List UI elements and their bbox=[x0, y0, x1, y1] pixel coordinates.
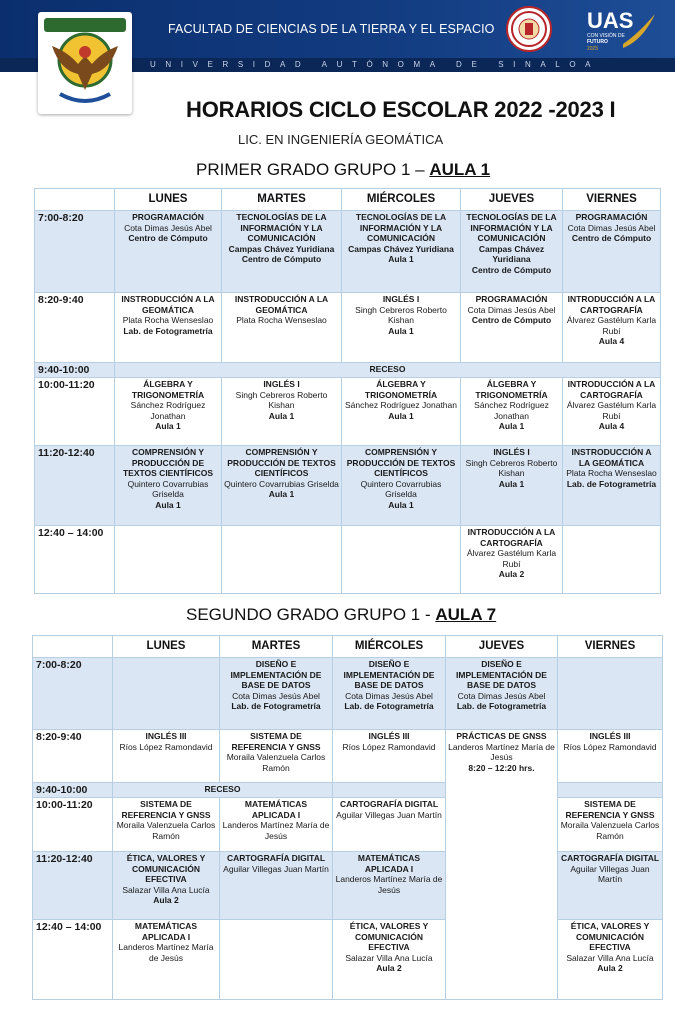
break-cell-filler bbox=[558, 783, 663, 798]
class-cell bbox=[113, 852, 220, 920]
table-row bbox=[35, 293, 661, 363]
class-cell bbox=[115, 526, 222, 594]
room: Lab. de Fotogrametría bbox=[123, 325, 213, 336]
teacher: Álvarez Gastélum Karla Rubí bbox=[566, 400, 657, 421]
teacher: Ríos López Ramondavid bbox=[563, 741, 657, 752]
teacher: Salazar Villa Ana Lucía bbox=[122, 884, 210, 895]
subject: PROGRAMACIÓN bbox=[475, 294, 548, 304]
subject: ÉTICA, VALORES Y COMUNICACIÓN EFECTIVA bbox=[126, 853, 206, 884]
subject: PROGRAMACIÓN bbox=[575, 212, 648, 222]
table-row bbox=[35, 378, 661, 446]
time-slot: 9:40-10:00 bbox=[35, 363, 115, 378]
subject: PROGRAMACIÓN bbox=[132, 212, 204, 222]
day-header: MARTES bbox=[220, 636, 333, 658]
class-cell bbox=[558, 852, 663, 920]
teacher: Campas Chávez Yuridiana bbox=[348, 243, 454, 254]
time-slot: 11:20-12:40 bbox=[33, 852, 113, 920]
uas-logo-slogan-2: FUTURO bbox=[587, 39, 608, 45]
class-cell bbox=[113, 798, 220, 852]
teacher: Plata Rocha Wenseslao bbox=[236, 315, 327, 325]
university-seal bbox=[506, 6, 552, 52]
uas-logo-mark bbox=[583, 4, 657, 54]
time-slot: 12:40 – 14:00 bbox=[33, 920, 113, 1000]
subject: SISTEMA DE REFERENCIA Y GNSS bbox=[565, 799, 655, 820]
class-cell bbox=[333, 658, 446, 730]
subject: TECNOLOGÍAS DE LA INFORMACIÓN Y LA COMUNICACIÓN bbox=[466, 212, 557, 243]
subject: COMPRENSIÓN Y PRODUCCIÓN DE TEXTOS CIENTÍFICOS bbox=[122, 447, 214, 478]
table-row bbox=[35, 363, 661, 378]
time-slot: 10:00-11:20 bbox=[33, 798, 113, 852]
subject: CARTOGRAFÍA DIGITAL bbox=[560, 853, 660, 863]
subject: INGLÉS I bbox=[263, 379, 300, 389]
class-cell bbox=[113, 920, 220, 1000]
subject: MATEMÁTICAS APLICADA I bbox=[134, 921, 198, 942]
teacher: Aguilar Villegas Juan Martín bbox=[336, 809, 442, 820]
room: Aula 1 bbox=[388, 325, 414, 336]
teacher: Landeros Martínez María de Jesús bbox=[448, 741, 555, 762]
subject: INGLÉS I bbox=[382, 294, 420, 304]
teacher: Sánchez Rodríguez Jonathan bbox=[345, 400, 457, 410]
faculty-logo bbox=[38, 12, 132, 114]
class-cell bbox=[333, 798, 446, 852]
class-cell bbox=[220, 798, 333, 852]
group-1-title-prefix: PRIMER GRADO GRUPO 1 – bbox=[196, 160, 425, 179]
schedule-table-grade-1 bbox=[34, 188, 661, 594]
time-slot: 11:20-12:40 bbox=[35, 446, 115, 526]
class-cell bbox=[558, 920, 663, 1000]
page-title: HORARIOS CICLO ESCOLAR 2022 -2023 I bbox=[186, 97, 616, 122]
group-2-title bbox=[186, 605, 516, 625]
room: Lab. de Fotogrametría bbox=[456, 701, 547, 711]
room: Aula 2 bbox=[153, 895, 179, 905]
class-cell bbox=[115, 446, 222, 526]
teacher: Landeros Martínez María de Jesús bbox=[118, 942, 214, 963]
class-cell bbox=[222, 378, 342, 446]
subject: CARTOGRAFÍA DIGITAL bbox=[339, 799, 439, 809]
time-slot: 7:00-8:20 bbox=[35, 211, 115, 293]
subject: TECNOLOGÍAS DE LA INFORMACIÓN Y LA COMUNICACIÓN bbox=[236, 212, 327, 243]
subject: PRÁCTICAS DE GNSS bbox=[456, 731, 547, 741]
subject: DISEÑO E IMPLEMENTACIÓN DE BASE DE DATOS bbox=[230, 659, 322, 690]
table-row bbox=[33, 852, 663, 920]
teacher: Ríos López Ramondavid bbox=[342, 741, 436, 752]
teacher: Salazar Villa Ana Lucía bbox=[566, 952, 654, 963]
subject: INSTRODUCCIÓN A LA GEOMÁTICA bbox=[121, 294, 215, 315]
teacher: Cota Dimas Jesús Abel bbox=[467, 304, 556, 315]
subject: CARTOGRAFÍA DIGITAL bbox=[226, 853, 326, 863]
teacher: Cota Dimas Jesús Abel bbox=[567, 222, 656, 233]
eagle-emblem-icon bbox=[38, 12, 132, 114]
subject: ÉTICA, VALORES Y COMUNICACIÓN EFECTIVA bbox=[349, 921, 429, 952]
teacher: Cota Dimas Jesús Abel bbox=[345, 690, 433, 701]
subject: INGLÉS III bbox=[589, 731, 631, 741]
room: Centro de Cómputo bbox=[471, 315, 552, 325]
class-cell bbox=[563, 378, 661, 446]
day-header: MIÉRCOLES bbox=[342, 189, 461, 211]
day-header: LUNES bbox=[113, 636, 220, 658]
teacher: Plata Rocha Wenseslao bbox=[566, 468, 657, 478]
day-header: JUEVES bbox=[446, 636, 558, 658]
university-name: UNIVERSIDAD AUTÓNOMA DE SINALOA bbox=[150, 60, 601, 69]
class-cell bbox=[222, 211, 342, 293]
class-cell bbox=[333, 852, 446, 920]
teacher: Singh Cebreros Roberto Kishan bbox=[465, 457, 558, 478]
teacher: Sánchez Rodríguez Jonathan bbox=[474, 400, 549, 421]
class-cell bbox=[333, 920, 446, 1000]
class-cell bbox=[220, 920, 333, 1000]
room: Lab. de Fotogrametría bbox=[344, 701, 434, 711]
teacher: Moraila Valenzuela Carlos Ramón bbox=[226, 752, 326, 773]
subject: INSTRODUCCIÓN A LA GEOMÁTICA bbox=[234, 294, 329, 315]
class-cell bbox=[113, 730, 220, 783]
subject: MATEMÁTICAS APLICADA I bbox=[244, 799, 308, 820]
class-cell bbox=[461, 378, 563, 446]
class-cell bbox=[446, 730, 558, 1000]
group-1-aula: AULA 1 bbox=[429, 160, 491, 179]
room: Aula 4 bbox=[598, 336, 625, 346]
table-row bbox=[33, 730, 663, 783]
room: Aula 1 bbox=[498, 478, 525, 489]
teacher: Cota Dimas Jesús Abel bbox=[457, 690, 546, 701]
teacher: Aguilar Villegas Juan Martín bbox=[223, 863, 329, 874]
class-cell bbox=[563, 293, 661, 363]
class-cell bbox=[113, 658, 220, 730]
class-cell bbox=[342, 446, 461, 526]
group-2-aula: AULA 7 bbox=[435, 605, 497, 624]
class-cell bbox=[446, 658, 558, 730]
room: Aula 1 bbox=[155, 421, 181, 431]
class-cell bbox=[342, 378, 461, 446]
table-row bbox=[33, 783, 663, 798]
time-slot: 9:40-10:00 bbox=[33, 783, 113, 798]
room: Centro de Cómputo bbox=[241, 254, 322, 264]
day-header: LUNES bbox=[115, 189, 222, 211]
room: Centro de Cómputo bbox=[571, 233, 652, 243]
class-cell bbox=[558, 658, 663, 730]
teacher: Aguilar Villegas Juan Martín bbox=[570, 863, 650, 884]
teacher: Plata Rocha Wenseslao bbox=[122, 315, 214, 325]
class-cell bbox=[222, 446, 342, 526]
table-row bbox=[33, 798, 663, 852]
time-slot: 12:40 – 14:00 bbox=[35, 526, 115, 594]
table-row bbox=[33, 920, 663, 1000]
table-row bbox=[35, 446, 661, 526]
teacher: Álvarez Gastélum Karla Rubí bbox=[566, 315, 657, 336]
day-header: VIERNES bbox=[558, 636, 663, 658]
subject: TECNOLOGÍAS DE LA INFORMACIÓN Y LA COMUNICACIÓN bbox=[355, 212, 447, 243]
class-cell bbox=[461, 446, 563, 526]
class-cell bbox=[222, 293, 342, 363]
class-cell bbox=[342, 211, 461, 293]
room: Aula 1 bbox=[268, 489, 295, 499]
teacher: Campas Chávez Yuridiana bbox=[228, 243, 335, 254]
class-cell bbox=[220, 852, 333, 920]
room: Aula 1 bbox=[388, 499, 414, 510]
class-cell bbox=[558, 798, 663, 852]
room: Aula 4 bbox=[598, 421, 625, 431]
class-cell bbox=[563, 446, 661, 526]
uas-logo-slogan-1: CON VISIÓN DE bbox=[587, 33, 625, 39]
class-cell bbox=[115, 211, 222, 293]
subject: ÉTICA, VALORES Y COMUNICACIÓN EFECTIVA bbox=[570, 921, 650, 952]
class-cell bbox=[563, 526, 661, 594]
class-cell bbox=[333, 730, 446, 783]
teacher: Ríos López Ramondavid bbox=[119, 741, 213, 752]
corner-cell bbox=[33, 636, 113, 658]
corner-cell bbox=[35, 189, 115, 211]
day-header: VIERNES bbox=[563, 189, 661, 211]
table-header-row bbox=[33, 636, 663, 658]
subject: INGLÉS III bbox=[145, 731, 187, 741]
time-slot: 7:00-8:20 bbox=[33, 658, 113, 730]
class-cell bbox=[220, 658, 333, 730]
teacher: Quintero Covarrubias Griselda bbox=[360, 478, 442, 499]
room: Lab. de Fotogrametría bbox=[231, 701, 321, 711]
room: Aula 1 bbox=[155, 499, 181, 510]
teacher: Álvarez Gastélum Karla Rubí bbox=[466, 548, 557, 569]
subject: ÁLGEBRA Y TRIGONOMETRÍA bbox=[475, 379, 548, 400]
table-row bbox=[35, 526, 661, 594]
uas-logo-year: 2025 bbox=[587, 46, 599, 52]
class-cell bbox=[461, 293, 563, 363]
teacher: Sánchez Rodríguez Jonathan bbox=[130, 400, 206, 421]
table-row bbox=[35, 211, 661, 293]
room: Aula 2 bbox=[597, 963, 623, 973]
subject: INTRODUCCIÓN A LA CARTOGRAFÍA bbox=[467, 527, 556, 548]
room: Centro de Cómputo bbox=[128, 233, 208, 243]
time-slot: 10:00-11:20 bbox=[35, 378, 115, 446]
teacher: Singh Cebreros Roberto Kishan bbox=[355, 304, 447, 325]
day-header: MIÉRCOLES bbox=[333, 636, 446, 658]
subject: INGLÉS III bbox=[368, 731, 410, 741]
teacher: Landeros Martínez María de Jesús bbox=[335, 874, 443, 895]
class-cell bbox=[563, 211, 661, 293]
teacher: Cota Dimas Jesús Abel bbox=[124, 222, 212, 233]
break-cell-filler bbox=[333, 783, 446, 798]
faculty-name: FACULTAD DE CIENCIAS DE LA TIERRA Y EL ESPACIO bbox=[168, 22, 495, 36]
subject: INGLÉS I bbox=[493, 447, 530, 457]
subject: ÁLGEBRA Y TRIGONOMETRÍA bbox=[364, 379, 438, 400]
teacher: Singh Cebreros Roberto Kishan bbox=[235, 389, 328, 410]
teacher: Landeros Martínez María de Jesús bbox=[222, 820, 330, 841]
uas-logo bbox=[583, 4, 657, 54]
room: Aula 2 bbox=[376, 963, 402, 973]
teacher: Quintero Covarrubias Griselda bbox=[127, 478, 209, 499]
room: Centro de Cómputo bbox=[471, 264, 552, 275]
room: Aula 1 bbox=[268, 410, 295, 421]
subject: SISTEMA DE REFERENCIA Y GNSS bbox=[121, 799, 211, 820]
subject: COMPRENSIÓN Y PRODUCCIÓN DE TEXTOS CIENTÍFICOS bbox=[227, 447, 336, 478]
class-cell bbox=[220, 730, 333, 783]
room: 8:20 – 12:20 hrs. bbox=[468, 762, 535, 773]
table-row bbox=[33, 658, 663, 730]
teacher: Cota Dimas Jesús Abel bbox=[232, 690, 320, 701]
teacher: Moraila Valenzuela Carlos Ramón bbox=[116, 820, 216, 841]
class-cell bbox=[461, 526, 563, 594]
seal-icon bbox=[508, 8, 550, 50]
subject: DISEÑO E IMPLEMENTACIÓN DE BASE DE DATOS bbox=[343, 659, 435, 690]
subject: COMPRENSIÓN Y PRODUCCIÓN DE TEXTOS CIENTÍFICOS bbox=[346, 447, 456, 478]
subject: INSTRODUCCIÓN A LA GEOMÁTICA bbox=[571, 447, 652, 468]
break-cell: RECESO bbox=[113, 783, 333, 798]
class-cell bbox=[342, 526, 461, 594]
break-cell: RECESO bbox=[115, 363, 661, 378]
subject: DISEÑO E IMPLEMENTACIÓN DE BASE DE DATOS bbox=[456, 659, 547, 690]
group-1-title bbox=[196, 160, 516, 180]
room: Aula 1 bbox=[388, 254, 414, 264]
table-header-row bbox=[35, 189, 661, 211]
teacher: Moraila Valenzuela Carlos Ramón bbox=[560, 820, 660, 841]
schedule-table-grade-2 bbox=[32, 635, 663, 1000]
class-cell bbox=[115, 293, 222, 363]
class-cell bbox=[461, 211, 563, 293]
time-slot: 8:20-9:40 bbox=[35, 293, 115, 363]
teacher: Quintero Covarrubias Griselda bbox=[224, 478, 339, 489]
subject: MATEMÁTICAS APLICADA I bbox=[357, 853, 421, 874]
subject: INTRODUCCIÓN A LA CARTOGRAFÍA bbox=[567, 379, 656, 400]
day-header: MARTES bbox=[222, 189, 342, 211]
class-cell bbox=[342, 293, 461, 363]
subject: ÁLGEBRA Y TRIGONOMETRÍA bbox=[131, 379, 205, 400]
class-cell bbox=[115, 378, 222, 446]
program-name: LIC. EN INGENIERÍA GEOMÁTICA bbox=[238, 132, 444, 147]
day-header: JUEVES bbox=[461, 189, 563, 211]
teacher: Campas Chávez Yuridiana bbox=[478, 243, 545, 264]
time-slot: 8:20-9:40 bbox=[33, 730, 113, 783]
group-2-title-prefix: SEGUNDO GRADO GRUPO 1 - bbox=[186, 605, 431, 624]
room: Aula 2 bbox=[498, 569, 525, 579]
subject: SISTEMA DE REFERENCIA Y GNSS bbox=[231, 731, 321, 752]
room: Lab. de Fotogrametría bbox=[566, 478, 657, 489]
class-cell bbox=[558, 730, 663, 783]
subject: INTRODUCCIÓN A LA CARTOGRAFÍA bbox=[567, 294, 656, 315]
room: Aula 1 bbox=[498, 421, 525, 431]
class-cell bbox=[222, 526, 342, 594]
uas-logo-acronym: UAS bbox=[587, 8, 634, 33]
teacher: Salazar Villa Ana Lucía bbox=[345, 952, 433, 963]
room: Aula 1 bbox=[388, 410, 414, 421]
